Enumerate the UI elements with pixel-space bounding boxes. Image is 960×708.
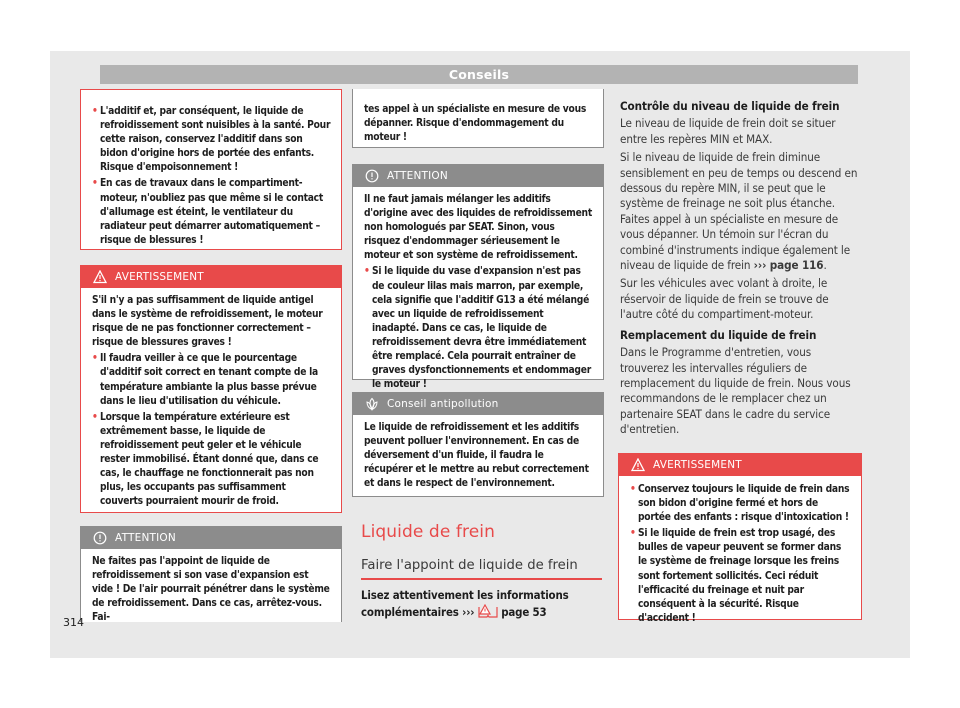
eco-tip-box	[352, 392, 604, 497]
warning-label: AVERTISSEMENT	[115, 271, 204, 283]
attention-box-header	[353, 165, 603, 187]
paragraph: Sur les véhicules avec volant à droite, le réservoir de liquide de frein se trouve de l'autre côté du compartiment-moteur.	[620, 276, 829, 322]
brake-warning-box	[618, 453, 862, 624]
attention-text: Ne faites pas l'appoint de liquide de refroidissement si son vase d'expansion est vide ! De l'air pourrait pénétrer dans le système de refroidissement. Dans ce cas, arrêtez-vous. Fai-	[92, 556, 330, 624]
eco-text: Le liquide de refroidissement et les additifs peuvent polluer l'environnement. En cas de déversement d'un fluide, il faudra le récupérer et le mettre au rebut correctement et dans le respect de l'environnement.	[364, 422, 589, 490]
section-title: Liquide de frein	[361, 522, 495, 542]
heading-level-check: Contrôle du niveau de liquide de frein	[620, 99, 840, 113]
leaf-eco-icon	[365, 397, 379, 411]
paragraph: Si le niveau de liquide de frein diminue sensiblement en peu de temps ou descend en dessous du repère MIN, il se peut que le système de freinage ne soit plus étanche. Faites appel à un spécialiste en mesure de vous dépanner. Un témoin sur l'écran du combiné d'instruments indique également le niveau de liquide de frein ››› page 116.	[620, 150, 858, 273]
page-ref-link[interactable]: page 53	[501, 604, 547, 619]
top-warning-box	[80, 89, 342, 250]
attention-box-header	[81, 527, 341, 549]
attention-continued-box	[352, 89, 604, 148]
heading-replacement: Remplacement du liquide de frein	[620, 327, 817, 342]
eco-label: Conseil antipollution	[387, 398, 499, 410]
bullet-item: • En cas de travaux dans le compartiment-moteur, n'oubliez pas que même si le contact d'allumage est éteint, le ventilateur du radiateur peut démarrer automatiquement – risque de blessures !	[92, 178, 323, 246]
attention-intro: Il ne faut jamais mélanger les additifs d'origine avec des liquides de refroidissement non homologués par SEAT. Sinon, vous risquez d'endommager sérieusement le moteur et son système de refroidissement.	[364, 194, 592, 262]
paragraph: Le niveau de liquide de frein doit se situer entre les repères MIN et MAX.	[620, 116, 836, 146]
section-subtitle: Faire l'appoint de liquide de frein	[361, 558, 578, 573]
info-circle-icon	[365, 169, 379, 183]
eco-box-header	[353, 393, 603, 415]
attention-label: ATTENTION	[115, 532, 176, 544]
info-circle-icon	[93, 531, 107, 545]
warning-intro: S'il n'y a pas suffisamment de liquide antigel dans le système de refroidissement, le moteur risque de ne pas fonctionner correctement – risque de blessures graves !	[92, 295, 323, 349]
header-bar	[100, 65, 858, 84]
cross-ref-arrows: ›››	[462, 604, 475, 619]
brake-fluid-text	[620, 99, 860, 441]
warning-label: AVERTISSEMENT	[653, 459, 742, 471]
attention-label: ATTENTION	[387, 170, 448, 182]
attention-box	[80, 526, 342, 622]
page-number: 314	[63, 616, 84, 629]
warning-box	[80, 265, 342, 513]
intro-text: Lisez attentivement les informations complémentaires ››› page 53	[361, 588, 569, 619]
warning-box-header	[619, 454, 861, 476]
bullet-item: • Conservez toujours le liquide de frein dans son bidon d'origine fermé et hors de portée des enfants : risque d'intoxication !	[630, 484, 850, 524]
bullet-item: • L'additif et, par conséquent, le liquide de refroidissement sont nuisibles à la santé. Pour cette raison, conservez l'additif dans son bidon d'origine hors de portée des enfants. Risque d'empoisonnement !	[92, 106, 331, 174]
chapter-title: Conseils	[448, 67, 510, 82]
section-rule	[361, 578, 602, 580]
paragraph: Dans le Programme d'entretien, vous trouverez les intervalles réguliers de remplacement du liquide de frein. Nous vous recommandons de le remplacer chez un partenaire SEAT dans le cadre du service d'entretien.	[620, 345, 851, 437]
bullet-item: • Il faudra veiller à ce que le pourcentage d'additif soit correct en tenant compte de la température ambiante la plus basse prévue dans le lieu d'utilisation du véhicule.	[92, 353, 318, 407]
attention-continued-text: tes appel à un spécialiste en mesure de vous dépanner. Risque d'endommagement du moteur !	[364, 104, 587, 144]
bullet-item: • Si le liquide du vase d'expansion n'est pas de couleur lilas mais marron, par exemple, cela signifie que l'additif G13 a été mélangé avec un liquide de refroidissement inadapté. Dans ce cas, le liquide de refroidissement devra être immédiatement être remplacé. Cela pourrait entraîner de graves dysfonctionnements et endommager le moteur !	[364, 266, 591, 391]
warning-triangle-icon	[93, 270, 107, 284]
page-ref-link[interactable]: ››› page 116	[753, 258, 824, 273]
warning-box-header	[81, 266, 341, 288]
bullet-item: • Si le liquide de frein est trop usagé, des bulles de vapeur peuvent se former dans le système de freinage lorsque les freins sont fortement sollicités. Ceci réduit l'efficacité du freinage et nuit par conséquent à la sécurité. Risque d'accident !	[630, 528, 842, 624]
book-warning-icon	[478, 604, 498, 618]
warning-triangle-icon	[631, 458, 645, 472]
bullet-item: • Lorsque la température extérieure est extrêmement basse, le liquide de refroidissement peut geler et le véhicule rester immobilisé. Étant donné que, dans ce cas, le chauffage ne fonctionnerait pas non plus, les occupants pas suffisamment couverts pourraient mourir de froid.	[92, 411, 319, 508]
attention-box-2	[352, 164, 604, 391]
